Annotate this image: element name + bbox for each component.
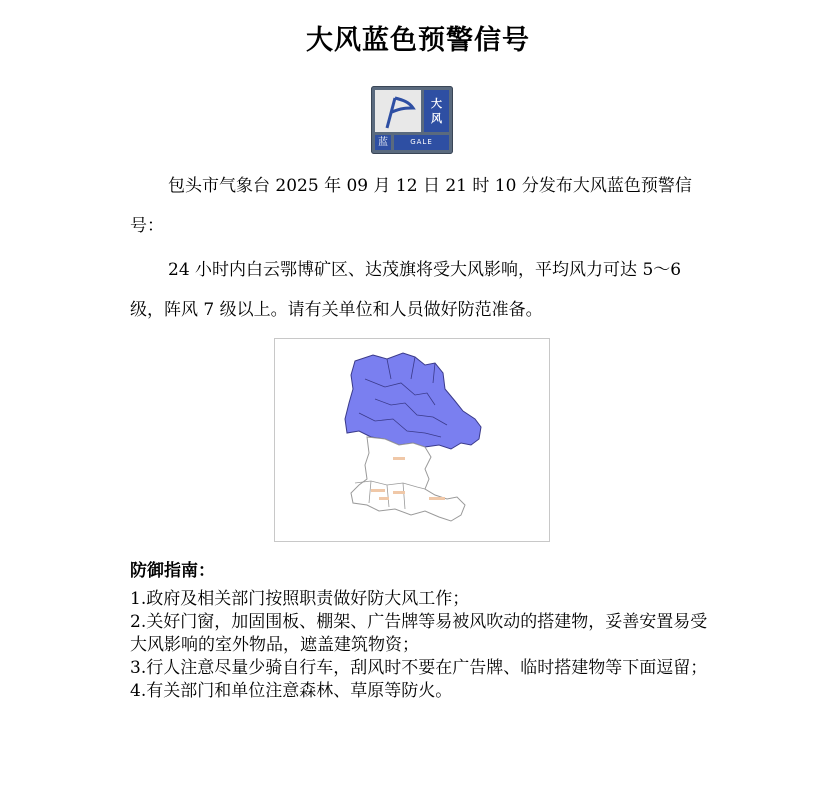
- guide-item: 4.有关部门和单位注意森林、草原等防火。: [130, 681, 453, 701]
- guide-list: [130, 588, 710, 703]
- warning-english-label: GALE: [394, 135, 449, 150]
- gale-blue-warning-icon: [371, 86, 453, 154]
- guide-item: 3.行人注意尽量少骑自行车，刮风时不要在广告牌、临时搭建物等下面逗留；: [130, 658, 708, 678]
- warning-color-label: 蓝: [375, 135, 391, 150]
- release-paragraph: 包头市气象台 2025 年 09 月 12 日 21 时 10 分发布大风蓝色预警信号：: [130, 176, 692, 236]
- warning-type-label: 大 风: [424, 90, 449, 132]
- forecast-paragraph: 24 小时内白云鄂博矿区、达茂旗将受大风影响，平均风力可达 5～6 级，阵风 7 级以上。请有关单位和人员做好防范准备。: [130, 260, 682, 320]
- map-graphic: [275, 339, 549, 541]
- warning-area-map: [274, 338, 550, 542]
- guide-heading: 防御指南：: [130, 561, 215, 581]
- guide-item: 1.政府及相关部门按照职责做好防大风工作；: [130, 589, 470, 609]
- page-title: 大风蓝色预警信号: [306, 25, 530, 56]
- flag-icon: [375, 90, 421, 132]
- guide-item: 2.关好门窗，加固围板、棚架、广告牌等易被风吹动的搭建物，妥善安置易受大风影响的室外物品，遮盖建筑物资；: [130, 612, 708, 655]
